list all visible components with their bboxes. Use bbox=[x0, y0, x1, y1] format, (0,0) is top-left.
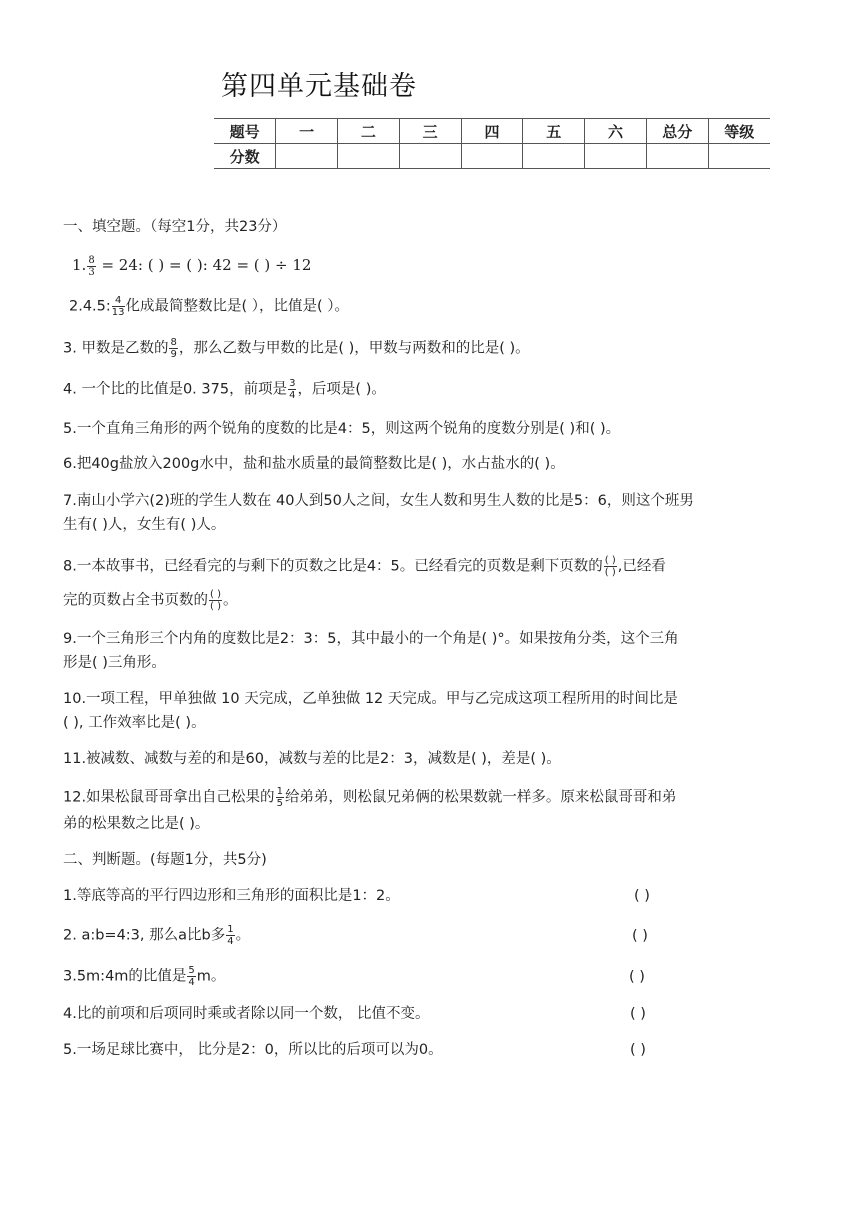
fraction-denominator: 4 bbox=[289, 390, 296, 401]
q4-text: 4. 一个比的比值是0. 375，前项是 bbox=[63, 381, 288, 398]
question-2 bbox=[69, 295, 349, 318]
fraction-denominator: 4 bbox=[227, 936, 234, 947]
score-table-header-cell: 六 bbox=[585, 119, 647, 144]
score-row-label: 分数 bbox=[214, 144, 276, 169]
fraction-numerator: 4 bbox=[112, 295, 125, 307]
fraction-denominator: ( ) bbox=[604, 567, 616, 578]
score-table-header-cell: 总分 bbox=[646, 119, 708, 144]
score-cell[interactable] bbox=[523, 144, 585, 169]
question-12-line1 bbox=[63, 786, 676, 809]
question-7-line1: 7.南山小学六(2)班的学生人数在 40人到50人之间，女生人数和男生人数的比是5：6，则这个班男 bbox=[63, 493, 694, 509]
q8-text-post: ,已经看 bbox=[617, 558, 666, 575]
judge-3-text: 3.5m:4m的比值是 bbox=[63, 968, 187, 985]
judge-item-3 bbox=[63, 965, 225, 988]
fraction-numerator: 8 bbox=[170, 337, 177, 348]
judge-item-4: 4.比的前项和后项同时乘或者除以同一个数， 比值不变。 bbox=[63, 1006, 430, 1022]
question-8-line1 bbox=[63, 555, 666, 578]
score-cell[interactable] bbox=[276, 144, 338, 169]
section2-heading: 二、判断题。(每题1分，共5分) bbox=[63, 852, 267, 868]
question-4 bbox=[63, 378, 386, 401]
question-9-line1: 9.一个三角形三个内角的度数比是2：3：5，其中最小的一个角是( )°。如果按角分类，这个三角 bbox=[63, 631, 679, 647]
score-table-header-row bbox=[214, 119, 770, 144]
judge-2-text: 2. a:b=4:3, 那么a比b多 bbox=[63, 927, 226, 944]
q8-blank-fraction[interactable] bbox=[604, 555, 617, 578]
q12-text: 12.如果松鼠哥哥拿出自己松果的 bbox=[63, 789, 275, 806]
q8-text: 8.一本故事书，已经看完的与剩下的页数之比是4：5。已经看完的页数是剩下页数的 bbox=[63, 558, 603, 575]
q3-text-post: ，那么乙数与甲数的比是( )，甲数与两数和的比是( )。 bbox=[178, 340, 530, 357]
question-9-line2: 形是( )三角形。 bbox=[63, 655, 166, 671]
score-cell[interactable] bbox=[338, 144, 400, 169]
score-table-header-cell: 三 bbox=[399, 119, 461, 144]
question-6: 6.把40g盐放入200g水中，盐和盐水质量的最简整数比是( )，水占盐水的( )。 bbox=[63, 456, 565, 472]
judge-2-fraction bbox=[226, 924, 234, 947]
q2-prefix: 2.4.5: bbox=[69, 298, 111, 315]
question-3 bbox=[63, 337, 530, 360]
question-10-line1: 10.一项工程，甲单独做 10 天完成，乙单独做 12 天完成。甲与乙完成这项工程所用的时间比是 bbox=[63, 691, 678, 707]
score-cell[interactable] bbox=[461, 144, 523, 169]
judge-item-2 bbox=[63, 924, 250, 947]
q3-text: 3. 甲数是乙数的 bbox=[63, 340, 169, 357]
judge-3-text-post: m。 bbox=[196, 968, 226, 985]
score-table-score-row bbox=[214, 144, 770, 169]
fraction-numerator: ( ) bbox=[210, 589, 221, 600]
fraction-denominator: 9 bbox=[170, 349, 177, 360]
score-table-header-cell: 四 bbox=[461, 119, 523, 144]
q4-fraction bbox=[288, 378, 296, 401]
fraction-denominator: 3 bbox=[88, 266, 95, 278]
q3-fraction bbox=[169, 337, 177, 360]
score-cell[interactable] bbox=[399, 144, 461, 169]
judge-2-text-post: 。 bbox=[235, 927, 251, 944]
question-5: 5.一个直角三角形的两个锐角的度数的比是4：5，则这两个锐角的度数分别是( )和( )。 bbox=[63, 421, 621, 437]
judge-3-fraction bbox=[187, 965, 195, 988]
judge-answer-1[interactable]: ( ) bbox=[634, 888, 650, 904]
fraction-numerator: 1 bbox=[227, 924, 234, 935]
question-1 bbox=[72, 254, 311, 278]
question-11: 11.被减数、减数与差的和是60，减数与差的比是2：3，减数是( )，差是( )。 bbox=[63, 751, 561, 767]
question-10-line2: ( ), 工作效率比是( )。 bbox=[63, 715, 206, 731]
q2-fraction bbox=[112, 295, 125, 318]
q8-text-line2: 完的页数占全书页数的 bbox=[63, 592, 208, 609]
score-table bbox=[214, 118, 770, 169]
q2-rest: 化成最简整数比是( ），比值是( ）。 bbox=[125, 298, 350, 315]
score-table-header-cell: 一 bbox=[276, 119, 338, 144]
judge-item-5: 5.一场足球比赛中， 比分是2：0，所以比的后项可以为0。 bbox=[63, 1042, 443, 1058]
fraction-numerator: 5 bbox=[188, 965, 195, 976]
score-cell[interactable] bbox=[585, 144, 647, 169]
q1-fraction bbox=[87, 255, 95, 278]
fraction-denominator: 13 bbox=[111, 307, 125, 318]
score-cell[interactable] bbox=[646, 144, 708, 169]
judge-answer-4[interactable]: ( ) bbox=[630, 1006, 646, 1022]
score-table-header-cell: 等级 bbox=[708, 119, 770, 144]
q1-prefix: 1. bbox=[72, 256, 87, 274]
judge-answer-3[interactable]: ( ) bbox=[629, 969, 645, 985]
section1-heading: 一、填空题。（每空1分，共23分） bbox=[63, 219, 287, 235]
score-table-header-cell: 题号 bbox=[214, 119, 276, 144]
score-table-header-cell: 五 bbox=[523, 119, 585, 144]
question-7-line2: 生有( )人，女生有( )人。 bbox=[63, 517, 226, 533]
q8-blank-fraction-2[interactable] bbox=[209, 589, 222, 612]
fraction-denominator: 4 bbox=[188, 977, 195, 988]
judge-answer-2[interactable]: ( ) bbox=[632, 928, 648, 944]
judge-item-1: 1.等底等高的平行四边形和三角形的面积比是1：2。 bbox=[63, 888, 400, 904]
fraction-numerator: 1 bbox=[276, 786, 283, 797]
score-cell[interactable] bbox=[708, 144, 770, 169]
fraction-numerator: 8 bbox=[88, 254, 95, 266]
question-12-line2: 弟的松果数之比是( )。 bbox=[63, 816, 210, 832]
q12-fraction bbox=[276, 786, 284, 809]
score-table-header-cell: 二 bbox=[338, 119, 400, 144]
question-8-line2 bbox=[63, 589, 237, 612]
page-title: 第四单元基础卷 bbox=[221, 71, 417, 102]
q1-rest: = 24: ( ) = ( ): 42 = ( ) ÷ 12 bbox=[101, 256, 312, 274]
fraction-numerator: 3 bbox=[289, 378, 296, 389]
q12-text-post: 给弟弟，则松鼠兄弟俩的松果数就一样多。原来松鼠哥哥和弟 bbox=[284, 789, 677, 806]
fraction-denominator: ( ) bbox=[210, 601, 221, 612]
judge-answer-5[interactable]: ( ) bbox=[630, 1042, 646, 1058]
fraction-denominator: 5 bbox=[276, 798, 283, 809]
q4-text-post: ，后项是( )。 bbox=[297, 381, 386, 398]
fraction-numerator: ( ) bbox=[604, 555, 616, 566]
q8-text-line2-post: 。 bbox=[222, 592, 238, 609]
